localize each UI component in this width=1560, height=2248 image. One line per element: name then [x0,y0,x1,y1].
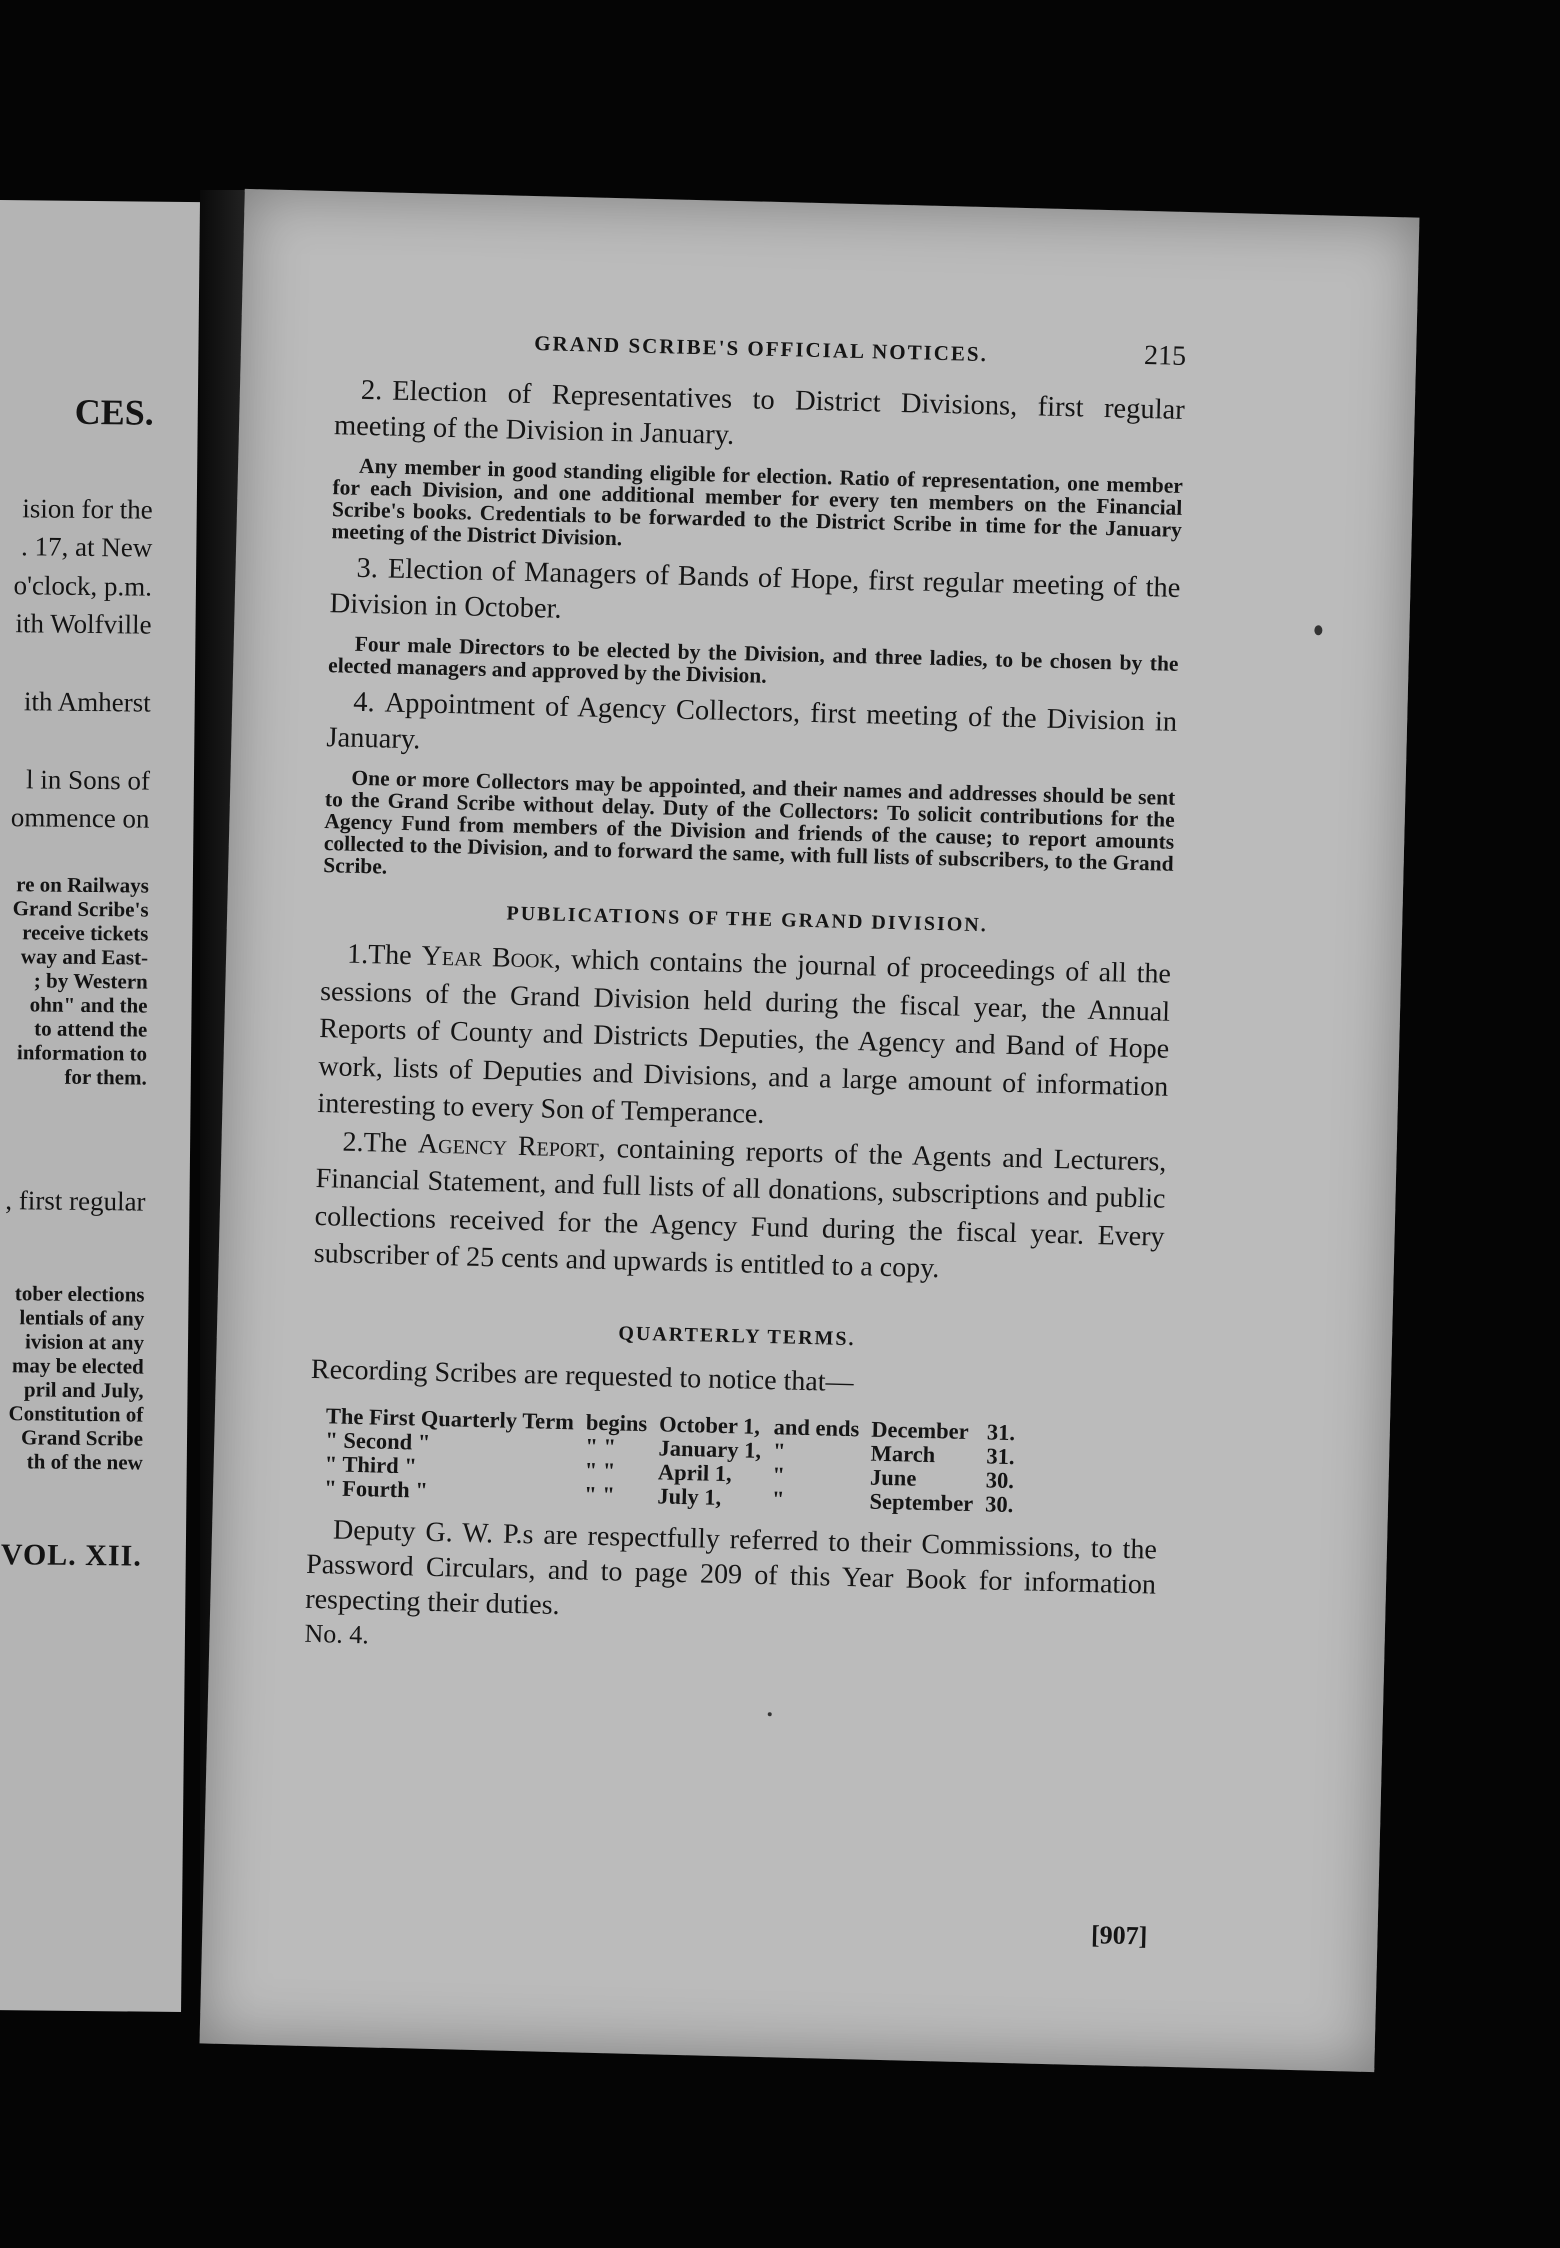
item-text: Election of Managers of Bands of Hope, first regular meeting of the Division in October. [329,553,1181,625]
left-page-line: Grand Scribe's [12,896,149,922]
left-page [0,200,200,2012]
item-2-note: Any member in good standing eligible for election. Ratio of representation, one member for each Division, and one additional member for every ten members on the Financial Scribe's books. Credentials to be forwarded to the District Scribe in time for the January meeting of the District Division. [331,453,1184,551]
term-cell: " Third " [324,1450,418,1479]
item-number: 2. [342,1126,364,1158]
pub-text: containing reports of the Agents and Lecturers, Financial Statement, and full lists of all donations, subscriptions and public collections received for the Agency Fund during the fiscal year. Every subscriber of 25 cents and upwards is entitled to a copy. [313,1132,1167,1285]
left-page-line: lentials of any [19,1305,145,1331]
item-4-note: One or more Collectors may be appointed, and their names and addresses should be sent to the Grand Scribe without delay. Duty of the Collectors: To solicit contributions for the Agency Fund from members of the Division and friends of the cause; to report amounts collected to the Division, and to forward the same, with full lists of subscribers, to the Grand Scribe. [323,765,1176,879]
left-page-line: pril and July, [23,1377,144,1403]
term-cell: " [771,1485,785,1511]
notice-item-3 [329,550,1181,643]
left-page-line: ith Wolfville [15,608,152,640]
term-cell: 30. [984,1490,1014,1517]
term-cell: 30. [985,1466,1015,1493]
term-cell: " " [584,1457,616,1483]
left-page-line: information to [16,1040,148,1066]
left-page-line: th of the new [26,1449,143,1475]
item-number: 2. [360,374,383,407]
quarterly-intro: Recording Scribes are requested to notice that— [310,1353,854,1398]
term-cell: " " [583,1481,616,1507]
term-cell: " " [585,1433,617,1459]
closing-paragraph: Deputy G. W. P.s are respectfully referred to their Commissions, to the Password Circulars, and to page 209 of this Year Book for information respecting their duties. [305,1513,1158,1621]
right-page [200,189,1420,2072]
item-number: 4. [352,686,376,719]
notice-item-4 [326,684,1178,777]
page-content [304,326,1187,1951]
left-page-line: . 17, at New [20,531,153,563]
ink-speck [1314,625,1322,635]
left-page-line: ohn" and the [29,992,148,1018]
quarterly-terms-table [318,1404,1022,1517]
publication-agency-report [313,1122,1166,1293]
left-page-line: way and East- [20,944,149,970]
left-page-line: , first regular [5,1185,146,1217]
term-cell: April 1, [657,1458,733,1486]
term-cell: " Second " [325,1426,431,1455]
left-page-line: VOL. XII. [0,1538,142,1573]
pub-text: which contains the journal of proceedings of all the sessions of the Grand Division held during the fiscal year, the Annual Reports of County and Districts Deputies, the Agency and Band of Hope work, lists of Deputies and Divisions, and a large amount of information interesting to every Son of Temperance. [317,944,1172,1130]
left-page-line: ision for the [22,493,153,525]
item-3-note: Four male Directors to be elected by the Division, and three ladies, to be chosen by the elected managers and approved by the Division. [327,631,1179,688]
issue-number: No. 4. [304,1618,370,1649]
left-page-line: Constitution of [8,1401,144,1427]
left-page-line: ith Amherst [23,686,151,718]
left-page-line: o'clock, p.m. [13,570,153,602]
pub-title: Agency Report, [417,1127,607,1164]
left-page-line: Grand Scribe [20,1425,144,1451]
pub-lead: The [363,1126,408,1159]
term-cell: 31. [986,1418,1016,1445]
term-cell: March [870,1440,936,1467]
term-cell: 31. [986,1442,1015,1469]
quarterly-heading: QUARTERLY TERMS. [618,1321,856,1350]
left-page-line: for them. [64,1064,147,1090]
publication-year-book [317,935,1171,1143]
left-page-line: l in Sons of [25,764,151,796]
term-cell: " Fourth " [323,1474,429,1503]
term-cell: and ends [773,1413,860,1441]
running-title: GRAND SCRIBE'S OFFICIAL NOTICES. [533,331,989,367]
publications-heading: PUBLICATIONS OF THE GRAND DIVISION. [506,902,989,937]
item-number: 1. [346,938,369,971]
pub-title: Year Book, [421,940,562,975]
left-page-line: CES. [74,391,154,433]
term-cell: June [869,1464,917,1491]
term-cell: The First Quarterly Term [325,1402,575,1434]
left-page-line: tober elections [14,1281,145,1307]
term-cell: July 1, [657,1482,722,1510]
term-cell: December [870,1416,970,1444]
left-page-line: ; by Western [33,968,148,994]
term-cell: January 1, [658,1434,762,1463]
left-page-line: ivision at any [24,1329,145,1355]
term-cell: " [772,1461,786,1487]
pub-lead: The [367,939,413,972]
left-page-line: re on Railways [16,872,149,898]
item-number: 3. [356,552,379,585]
item-text: Election of Representatives to District Divisions, first regular meeting of the Division in January. [333,375,1186,451]
term-cell: " [772,1437,786,1464]
notice-item-2 [334,372,1186,465]
left-page-line: receive tickets [22,920,149,946]
left-page-line: may be elected [11,1353,144,1379]
page-mark: [907] [1090,1920,1148,1951]
item-text: Appointment of Agency Collectors, first meeting of the Division in January. [326,687,1178,756]
ink-speck [768,1712,772,1716]
left-page-line: ommence on [10,802,150,834]
term-cell: October 1, [658,1410,761,1439]
term-cell: begins [585,1409,648,1436]
term-cell: September [869,1488,974,1516]
page-number: 215 [1143,339,1187,372]
left-page-line: to attend the [34,1016,148,1042]
